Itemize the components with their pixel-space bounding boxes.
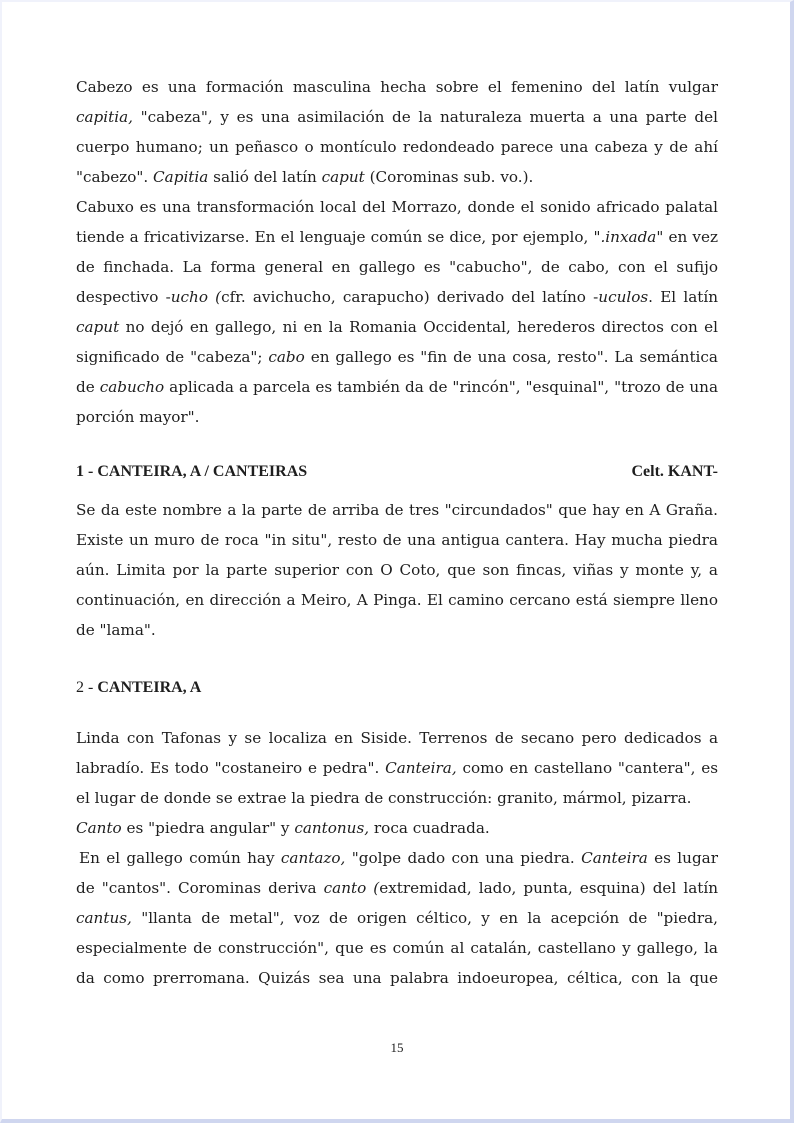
page-number: 15 <box>390 1040 404 1055</box>
paragraph-canteiras: Se da este nombre a la parte de arriba de tres "circundados" que hay en A Graña. Existe un muro de roca "in situ", resto de una antigua cantera. Hay mucha piedra aún. Limita por la parte superior con O Coto, que son fincas, viñas y monte y, a continuación, en dirección a Meiro, A Pinga. El camino cercano está siempre lleno de "lama". <box>76 501 718 639</box>
section-heading-1: 1 - CANTEIRA, A / CANTEIRAS Celt. KANT- <box>76 457 718 487</box>
paragraph-cabuxo: Cabuxo es una transformación local del Morrazo, donde el sonido africado palatal tiende a fricativizarse. En el lenguaje común se dice, por ejemplo, ".inxada" en vez de finchada. La forma general en gallego es "cabucho", de cabo, con el sufijo despectivo -ucho (cfr. avichucho, carapucho) derivado del latíno -uculos. El latín caput no dejó en gallego, ni en la Romania Occidental, herederos directos con el significado de "cabeza"; cabo en gallego es "fin de una cosa, resto". La semántica de cabucho aplicada a parcela es también da de "rincón", "esquinal", "trozo de una porción mayor". <box>76 198 718 426</box>
heading-etymology: Celt. KANT- <box>631 463 718 480</box>
paragraph-canto: Canto es "piedra angular" y cantonus, roca cuadrada. <box>76 819 490 837</box>
paragraph-cabezo: Cabezo es una formación masculina hecha sobre el femenino del latín vulgar capitia, "cabeza", y es una asimilación de la naturaleza muerta a una parte del cuerpo humano; un peñasco o montículo redondeado parece una cabeza y de ahí "cabezo". Capitia salió del latín caput (Corominas sub. vo.). <box>76 78 718 186</box>
paragraph-canteira-linda: Linda con Tafonas y se localiza en Siside. Terrenos de secano pero dedicados a labradío. Es todo "costaneiro e pedra". Canteira, como en castellano "cantera", es el lugar de donde se extrae la piedra de construcción: granito, mármol, pizarra. <box>76 729 718 807</box>
document-body <box>76 72 718 993</box>
paragraph-cantazo: En el gallego común hay cantazo, "golpe dado con una piedra. Canteira es lugar de "cantos". Corominas deriva canto (extremidad, lado, punta, esquina) del latín cantus, "llanta de metal", voz de origen céltico, y en la acepción de "piedra, especialmente de construcción", que es común al catalán, castellano y gallego, la da como prerromana. Quizás sea una palabra indoeuropea, céltica, con la que <box>76 849 718 987</box>
section-heading-2: 2 - CANTEIRA, A <box>76 679 202 696</box>
